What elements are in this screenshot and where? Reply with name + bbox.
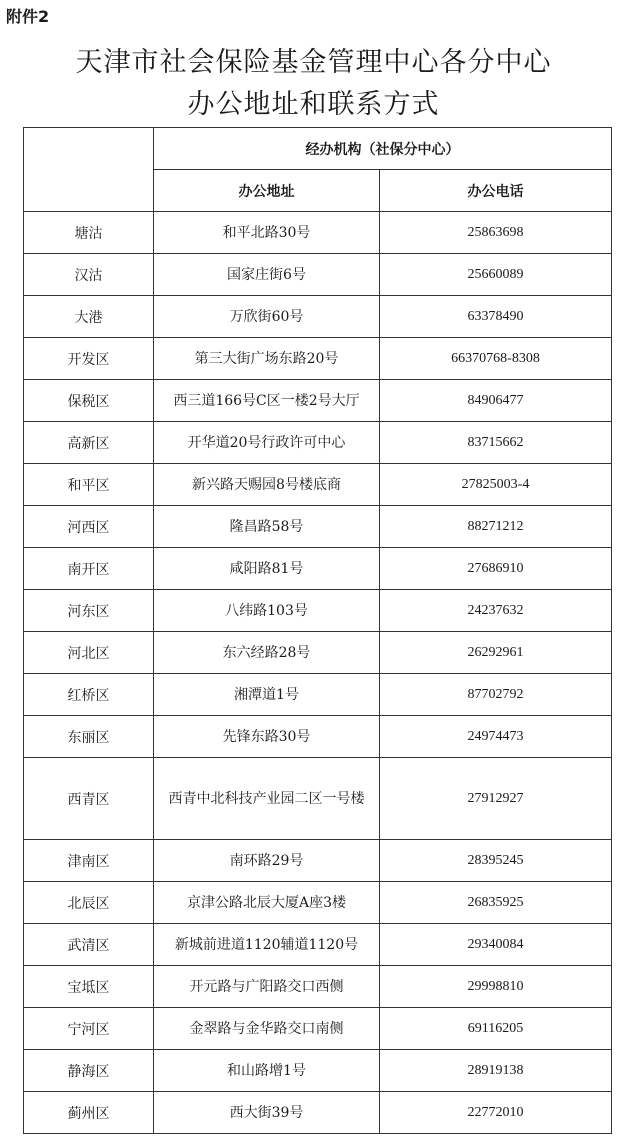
table-row (24, 548, 612, 590)
address-cell: 新城前进道1120辅道1120号 (154, 924, 380, 966)
table-row (24, 338, 612, 380)
address-cell: 万欣街60号 (154, 296, 380, 338)
phone-cell: 25660089 (380, 254, 612, 296)
district-cell: 红桥区 (24, 674, 154, 716)
table-body (24, 212, 612, 1134)
address-cell: 先锋东路30号 (154, 716, 380, 758)
phone-cell: 27686910 (380, 548, 612, 590)
phone-cell: 25863698 (380, 212, 612, 254)
table-row (24, 212, 612, 254)
phone-cell: 84906477 (380, 380, 612, 422)
table-row (24, 1008, 612, 1050)
table-row (24, 840, 612, 882)
phone-cell: 24237632 (380, 590, 612, 632)
address-cell: 八纬路103号 (154, 590, 380, 632)
address-cell: 西大街39号 (154, 1092, 380, 1134)
address-cell: 隆昌路58号 (154, 506, 380, 548)
table-row (24, 1050, 612, 1092)
phone-cell: 26292961 (380, 632, 612, 674)
address-cell: 湘潭道1号 (154, 674, 380, 716)
district-cell: 塘沽 (24, 212, 154, 254)
phone-cell: 26835925 (380, 882, 612, 924)
phone-cell: 87702792 (380, 674, 612, 716)
phone-cell: 66370768-8308 (380, 338, 612, 380)
district-cell: 东丽区 (24, 716, 154, 758)
table-row (24, 422, 612, 464)
address-cell: 京津公路北辰大厦A座3楼 (154, 882, 380, 924)
district-cell: 和平区 (24, 464, 154, 506)
table-row (24, 380, 612, 422)
table-row (24, 254, 612, 296)
table-row (24, 966, 612, 1008)
district-cell: 大港 (24, 296, 154, 338)
district-cell: 南开区 (24, 548, 154, 590)
district-cell: 河北区 (24, 632, 154, 674)
table-row (24, 924, 612, 966)
phone-cell: 22772010 (380, 1092, 612, 1134)
table-row (24, 506, 612, 548)
attachment-label: 附件2 (6, 7, 50, 26)
phone-cell: 24974473 (380, 716, 612, 758)
district-cell: 保税区 (24, 380, 154, 422)
address-cell: 第三大街广场东路20号 (154, 338, 380, 380)
table-row (24, 464, 612, 506)
district-cell: 高新区 (24, 422, 154, 464)
phone-cell: 27825003-4 (380, 464, 612, 506)
address-cell: 东六经路28号 (154, 632, 380, 674)
office-table (23, 127, 612, 1134)
address-cell: 和山路增1号 (154, 1050, 380, 1092)
district-cell: 宝坻区 (24, 966, 154, 1008)
district-cell: 宁河区 (24, 1008, 154, 1050)
phone-cell: 28919138 (380, 1050, 612, 1092)
district-cell: 北辰区 (24, 882, 154, 924)
district-cell: 西青区 (24, 758, 154, 840)
address-cell: 开华道20号行政许可中心 (154, 422, 380, 464)
address-cell: 新兴路天赐园8号楼底商 (154, 464, 380, 506)
address-cell: 南环路29号 (154, 840, 380, 882)
table-row (24, 1092, 612, 1134)
address-cell: 和平北路30号 (154, 212, 380, 254)
address-cell: 咸阳路81号 (154, 548, 380, 590)
district-cell: 津南区 (24, 840, 154, 882)
phone-cell: 88271212 (380, 506, 612, 548)
phone-cell: 63378490 (380, 296, 612, 338)
table-row (24, 296, 612, 338)
district-header-cell (24, 128, 154, 212)
address-cell: 金翠路与金华路交口南侧 (154, 1008, 380, 1050)
district-cell: 河东区 (24, 590, 154, 632)
document-title-line1: 天津市社会保险基金管理中心各分中心 (75, 47, 552, 78)
address-cell: 国家庄街6号 (154, 254, 380, 296)
address-cell: 西青中北科技产业园二区一号楼 (154, 758, 380, 840)
phone-cell: 69116205 (380, 1008, 612, 1050)
district-cell: 开发区 (24, 338, 154, 380)
table-row (24, 716, 612, 758)
phone-cell: 28395245 (380, 840, 612, 882)
district-cell: 蓟州区 (24, 1092, 154, 1134)
district-cell: 静海区 (24, 1050, 154, 1092)
district-cell: 武清区 (24, 924, 154, 966)
document-title-line2: 办公地址和联系方式 (187, 89, 440, 120)
phone-cell: 83715662 (380, 422, 612, 464)
phone-cell: 29340084 (380, 924, 612, 966)
address-cell: 西三道166号C区一楼2号大厅 (154, 380, 380, 422)
phone-cell: 27912927 (380, 758, 612, 840)
table-row (24, 632, 612, 674)
address-cell: 开元路与广阳路交口西侧 (154, 966, 380, 1008)
group-header: 经办机构（社保分中心） (154, 128, 612, 170)
address-column-header: 办公地址 (154, 170, 380, 212)
phone-column-header: 办公电话 (380, 170, 612, 212)
district-cell: 河西区 (24, 506, 154, 548)
table-row (24, 882, 612, 924)
phone-cell: 29998810 (380, 966, 612, 1008)
table-row (24, 674, 612, 716)
district-cell: 汉沽 (24, 254, 154, 296)
table-row (24, 590, 612, 632)
table-row (24, 758, 612, 840)
